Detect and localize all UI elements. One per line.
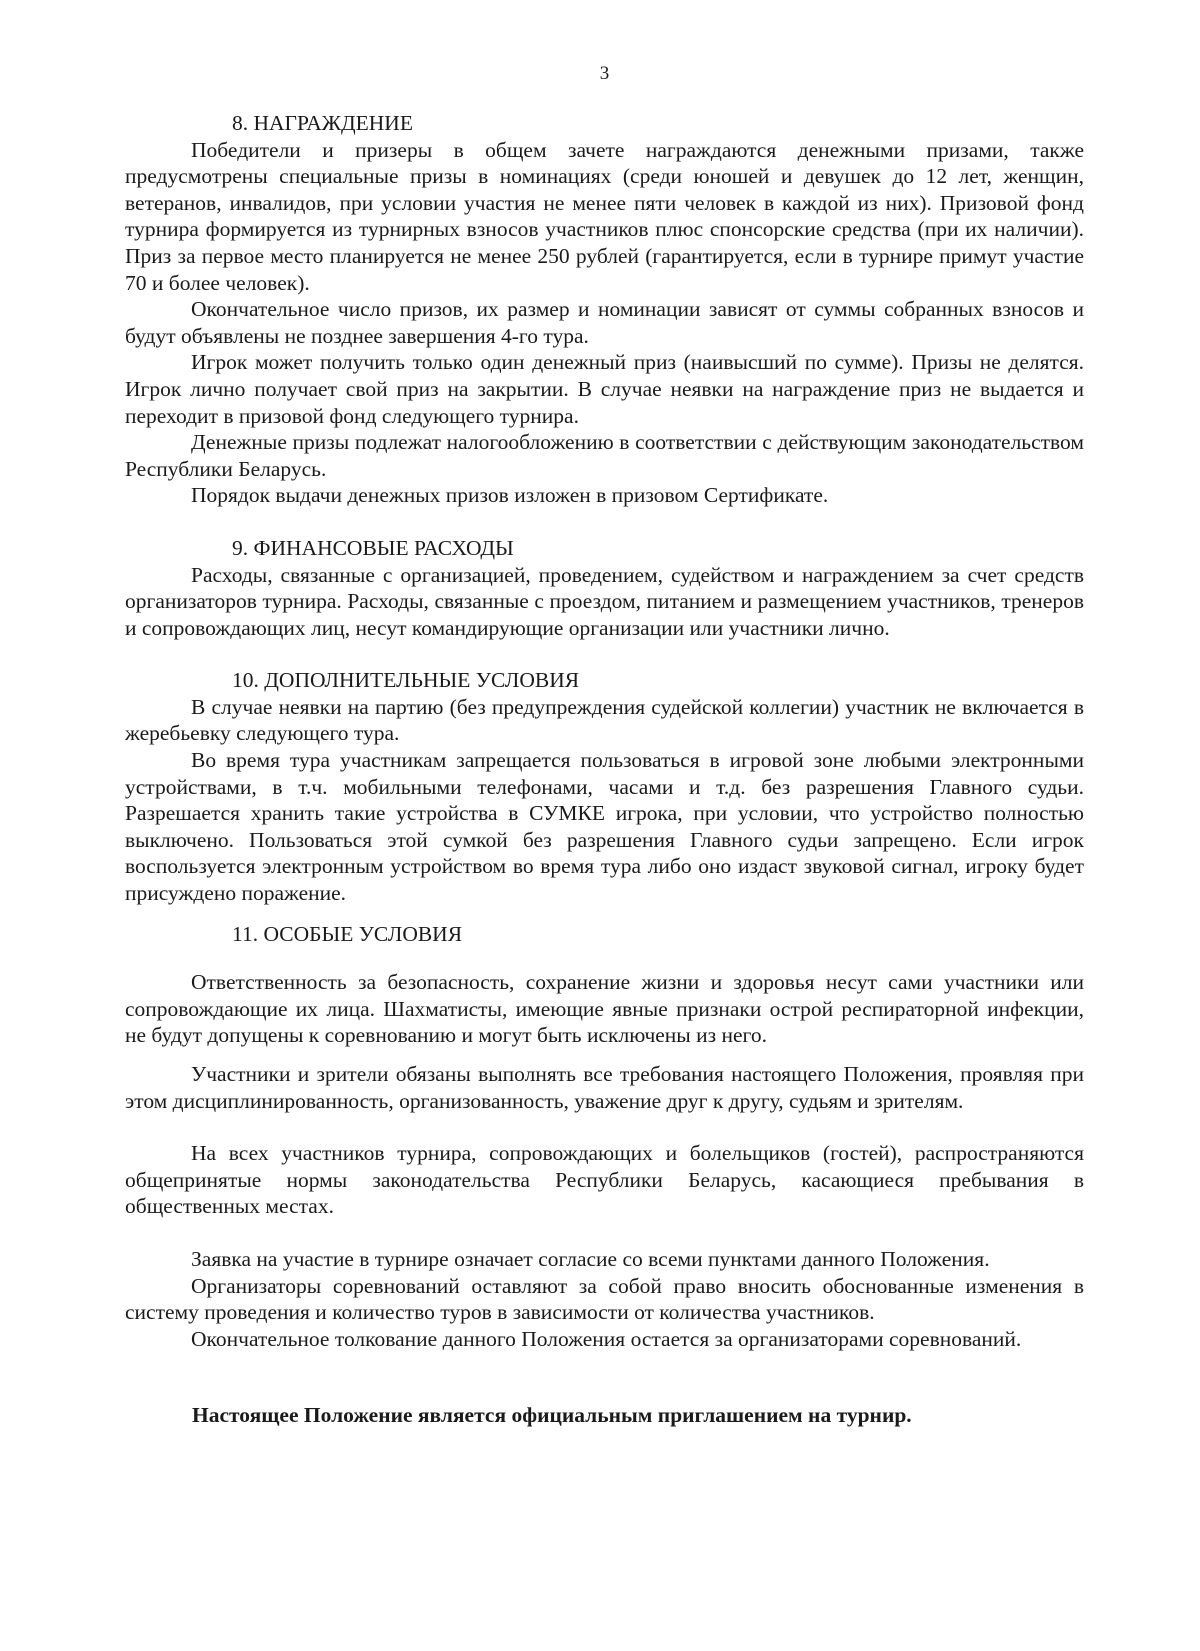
paragraph: Участники и зрители обязаны выполнять все требования настоящего Положения, проявляя при этом дисциплинированность, организованность, уважение друг к другу, судьям и зрителям. — [125, 1062, 1084, 1113]
paragraph: Окончательное число призов, их размер и номинации зависят от суммы собранных взносов и будут объявлены не позднее завершения 4-го тура. — [125, 297, 1084, 348]
paragraph: На всех участников турнира, сопровождающих и болельщиков (гостей), распространяются общепринятые нормы законодательства Республики Беларусь, касающиеся пребывания в общественных местах. — [125, 1141, 1084, 1219]
section-awards — [125, 110, 1084, 509]
paragraph: Окончательное толкование данного Положения остается за организаторами соревнований. — [191, 1326, 1022, 1351]
paragraph: Во время тура участникам запрещается пользоваться в игровой зоне любыми электронными устройствами, в т.ч. мобильными телефонами, часами и т.д. без разрешения Главного судьи. Разрешается хранить такие устройства в СУМКЕ игрока, при условии, что устройство полностью выключено. Пользоваться этой сумкой без разрешения Главного судьи запрещено. Если игрок воспользуется электронным устройством во время тура либо оно издаст звуковой сигнал, игроку будет присуждено поражение. — [125, 748, 1084, 906]
final-statement: Настоящее Положение является официальным приглашением на турнир. — [192, 1403, 912, 1428]
section-special-conditions — [125, 921, 1084, 1353]
paragraph: Организаторы соревнований оставляют за собой право вносить обоснованные изменения в систему проведения и количество туров в зависимости от количества участников. — [125, 1273, 1084, 1325]
paragraph: Порядок выдачи денежных призов изложен в призовом Сертификате. — [191, 483, 829, 508]
paragraph: В случае неявки на партию (без предупреждения судейской коллегии) участник не включается в жеребьевку следующего тура. — [125, 694, 1084, 746]
section-financial-expenses — [125, 535, 1084, 641]
paragraph: Денежные призы подлежат налогообложению в соответствии с действующим законодательством Республики Беларусь. — [125, 430, 1084, 481]
section-heading: 9. ФИНАНСОВЫЕ РАСХОДЫ — [232, 535, 514, 560]
page-number: 3 — [599, 63, 610, 84]
section-heading: 10. ДОПОЛНИТЕЛЬНЫЕ УСЛОВИЯ — [232, 668, 580, 693]
paragraph: Ответственность за безопасность, сохранение жизни и здоровья несут сами участники или сопровождающие их лица. Шахматисты, имеющие явные признаки острой респираторной инфекции, не будут допущены к соревнованию и могут быть исключены из него. — [125, 970, 1084, 1048]
paragraph: Расходы, связанные с организацией, проведением, судейством и награждением за счет средств организаторов турнира. Расходы, связанные с проездом, питанием и размещением участников, тренеров и сопровождающих лиц, несут командирующие организации или участники лично. — [125, 562, 1084, 640]
paragraph: Игрок может получить только один денежный приз (наивысший по сумме). Призы не делятся. Игрок лично получает свой приз на закрытии. В случае неявки на награждение приз не выдается и переходит в призовой фонд следующего турнира. — [125, 350, 1084, 428]
section-additional-conditions — [125, 667, 1084, 906]
section-heading: 11. ОСОБЫЕ УСЛОВИЯ — [232, 921, 463, 946]
paragraph: Заявка на участие в турнире означает согласие со всеми пунктами данного Положения. — [191, 1246, 990, 1271]
paragraph: Победители и призеры в общем зачете награждаются денежными призами, также предусмотрены специальные призы в номинациях (среди юношей и девушек до 12 лет, женщин, ветеранов, инвалидов, при условии участия не менее пяти человек в каждой из них). Призовой фонд турнира формируется из турнирных взносов участников плюс спонсорские средства (при их наличии). Приз за первое место планируется не менее 250 рублей (гарантируется, если в турнире примут участие 70 и более человек). — [125, 137, 1084, 295]
section-heading: 8. НАГРАЖДЕНИЕ — [232, 111, 413, 135]
